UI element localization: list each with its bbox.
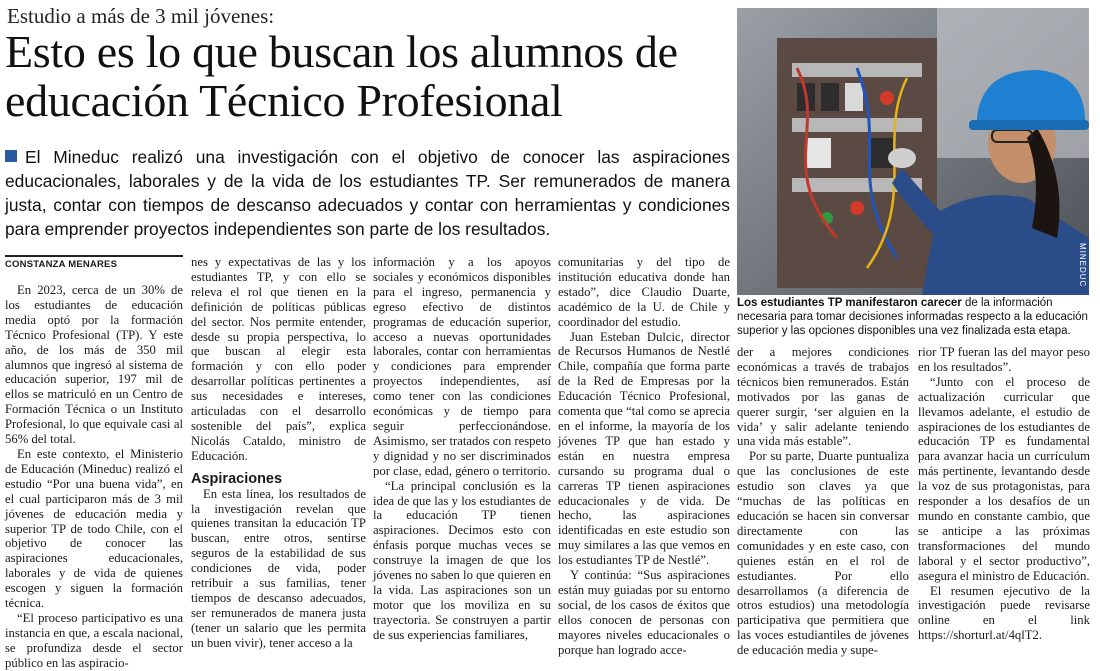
kicker: Estudio a más de 3 mil jóvenes:	[7, 4, 275, 28]
paragraph: El resumen ejecutivo de la investigación puede revisarse online en el link https://shorturl.at/4qlT2.	[918, 583, 1090, 643]
byline: CONSTANZA MENARES	[5, 255, 183, 270]
column-2	[191, 255, 366, 651]
paragraph: En esta línea, los resultados de la investigación revelan que quienes transitan la educación TP buscan, entre otros, sentirse seguros de la estabilidad de sus condiciones de vida, poder retribuir a sus familias, tener tiempos de descanso adecuados, ser remunerados de manera justa (tener un salario que les permita un buen vivir), tener acceso a la	[191, 486, 366, 650]
column-6	[918, 345, 1090, 643]
paragraph: nes y expectativas de las y los estudiantes TP, y con ello se releva el rol que tienen en la definición de políticas públicas del sector. Nos permite entender, desde su propia perspectiva, lo que buscan al elegir esta formación y con ello poder desarrollar políticas pertinentes a sus necesidades e intereses, articuladas con el desarrollo sostenible del país”, explica Nicolás Cataldo, ministro de Educación.	[191, 255, 366, 463]
photo-caption	[737, 296, 1092, 338]
paragraph: información y a los apoyos sociales y económicos disponibles para el ingreso, permanencia y egreso efectivo de distintos programas de educación superior, acceso a nuevas oportunidades laborales, contar con herramientas y condiciones para emprender proyectos independientes, así como tener con las condiciones económicas y de tiempo para seguir perfeccionándose. Asimismo, ser tratados con respeto y dignidad y no ser discriminados por clase, edad, género o territorio.	[373, 255, 551, 478]
paragraph: der a mejores condiciones económicas a través de trabajos técnicos bien remunerados. Están motivados por las ganas de querer surgir, ‘ser alguien en la vida’ y salir adelante teniendo una vida más estable”.	[737, 345, 909, 449]
headline: Esto es lo que buscan los alumnos de educación Técnico Profesional	[5, 26, 678, 126]
bullet-square-icon	[5, 150, 17, 162]
section-subhead: Aspiraciones	[191, 470, 283, 487]
photo-illustration	[737, 8, 1089, 295]
paragraph: rior TP fueran las del mayor peso en los resultados”.	[918, 345, 1090, 374]
column-4	[558, 255, 730, 657]
paragraph: “Junto con el proceso de actualización curricular que llevamos adelante, el estudio de aspiraciones de los estudiantes de educación TP es fundamental para avanzar hacia un currículum más pertinente, levantando desde la voz de sus protagonistas, para responder a los desafíos de un mundo en constante cambio, que se anticipe a las próximas transformaciones del mundo laboral y el sector productivo”, asegura el ministro de Educación.	[918, 374, 1090, 583]
paragraph: Por su parte, Duarte puntualiza que las conclusiones de este estudio son claves ya que “muchas de las políticas en educación se hacen sin conversar directamente con las comunidades y en este caso, con quienes están en el rol de estudiantes. Por ello desarrollamos (a diferencia de otros estudios) una metodología participativa que permitiera que las voces estudiantiles de jóvenes de educación media y supe-	[737, 449, 909, 658]
paragraph: En 2023, cerca de un 30% de los estudiantes de educación media optó por la formación Técnico Profesional (TP). Y este año, de los más de 350 mil alumnos que ingresó al sistema de educación superior, 197 mil de ellos se matriculó en un Centro de Formación Técnica o un Instituto Profesional, lo que equivale casi al 56% del total.	[5, 283, 183, 447]
column-5	[737, 345, 909, 658]
column-1	[5, 283, 183, 671]
caption-bold: Los estudiantes TP manifestaron carecer	[737, 297, 962, 309]
paragraph: comunitarias y del tipo de institución educativa donde han estado”, dice Claudio Duarte, académico de la U. de Chile y coordinador del estudio.	[558, 255, 730, 329]
article-photo	[737, 8, 1089, 295]
paragraph: “La principal conclusión es la idea de que las y los estudiantes de la educación TP tienen aspiraciones. Decimos esto con énfasis porque muchas veces se construye la imagen de que los jóvenes no saben lo que quieren en la vida. Las aspiraciones son un motor que los moviliza en su trayectoria. Se construyen a partir de sus experiencias familiares,	[373, 478, 551, 642]
paragraph: En este contexto, el Ministerio de Educación (Mineduc) realizó el estudio “Por una buena vida”, en el cual participaron más de 3 mil jóvenes de educación media y superior TP de todo Chile, con el objetivo de conocer las aspiraciones educacionales, laborales y de vida de quienes escogen y siguen la formación técnica.	[5, 446, 183, 611]
caption-text: de la información necesaria para tomar decisiones informadas respecto a la educación superior y las opciones disponibles una vez finalizada esta etapa.	[737, 297, 1088, 337]
lead-paragraph	[5, 145, 730, 241]
photo-credit: MINEDUC	[1078, 242, 1087, 287]
paragraph: Y continúa: “Sus aspiraciones están muy guiadas por su entorno social, de los casos de éxitos que ellos conocen de personas con mayores niveles educacionales o porque han logrado acce-	[558, 568, 730, 657]
paragraph: Juan Esteban Dulcic, director de Recursos Humanos de Nestlé Chile, compañía que forma parte de la Red de Empresas por la Educación Técnico Profesional, comenta que “tal como se aprecia en el informe, la mayoría de los jóvenes TP que han estado y están en nuestra empresa cursando su programa dual o carreras TP tienen aspiraciones educacionales y de vida. De hecho, las aspiraciones identificadas en este estudio son muy similares a las que vemos en los estudiantes TP de Nestlé”.	[558, 329, 730, 568]
lead-text: El Mineduc realizó una investigación con el objetivo de conocer las aspiraciones educacionales, laborales y de la vida de los estudiantes TP. Ser remunerados de manera justa, contar con tiempos de descanso adecuados y contar con herramientas y condiciones para emprender proyectos independientes son parte de los resultados.	[5, 147, 730, 239]
paragraph: “El proceso participativo es una instancia en que, a escala nacional, se profundiza desde el sector público en las aspiracio-	[5, 610, 183, 670]
column-3	[373, 255, 551, 643]
